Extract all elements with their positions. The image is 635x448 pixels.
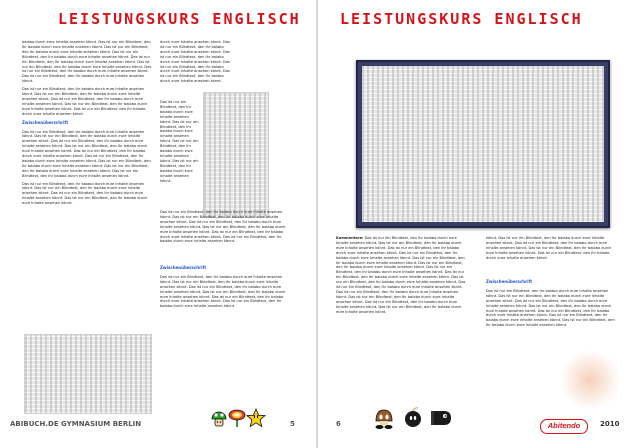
subheading: Zwischenüberschrift	[22, 119, 69, 125]
page-title: LEISTUNGSKURS ENGLISCH	[340, 10, 583, 28]
paragraph: Das ist nur ein Blindtext, den Ihr balabo durch eure Inhalte ansehen könnt. Das ist nur ein Blindtext, den Ihr balabo durch eure Inhalte ansehen könnt. Das ist nur ein Blindtext, den Ihr balabo durch eure Inhalte ansehen könnt. Das ist nur ein Blindtext, den Ihr balabo durch eure Inhalte ansehen könnt. Das ist nur ein Blindtext, den Ihr balabo durch eure Inhalte ansehen könnt.	[22, 87, 148, 116]
paragraph: könnt. Das ist nur ein Blindtext, den Ihr balabo durch eure Inhalte ansehen könnt. Das ist nur ein Blindtext, den Ihr balabo durch eure Inhalte ansehen könnt. Das ist nur ein Blindtext, den Ihr balabo durch eure Inhalte ansehen könnt. Das ist nur ein Blindtext, den Ihr balabo durch eure Inhalte ansehen könnt.	[486, 236, 612, 260]
caption-label: Kommentare:	[336, 236, 364, 240]
mushroom-icon	[210, 410, 228, 428]
footer-school: ABIBUCH.DE GYMNASIUM BERLIN	[10, 420, 142, 428]
photo-placeholder	[203, 92, 269, 218]
photo-placeholder	[24, 334, 152, 414]
left-page	[0, 0, 316, 448]
bobomb-icon	[402, 406, 424, 428]
flower-icon	[228, 408, 246, 428]
paragraph: Das ist nur ein Blindtext, den Ihr balabo durch eure Inhalte ansehen könnt. Das ist nur ein Blindtext, den Ihr balabo durch eure Inhalte ansehen könnt. Das ist nur ein Blindtext, den Ihr balabo durch eure Inhalte ansehen könnt. Das ist nur ein Blindtext, den Ihr balabo durch eure Inhalte ansehen könnt.	[160, 100, 199, 183]
left-column-2-narrow	[160, 100, 200, 210]
paragraph	[336, 236, 468, 315]
decorative-glow	[560, 350, 620, 410]
left-column-1	[22, 40, 154, 330]
subheading: Zwischenüberschrift	[160, 265, 207, 270]
bullet-bill-icon	[430, 410, 452, 426]
framed-photo	[356, 60, 610, 228]
right-column-2-top	[486, 236, 618, 276]
page-title: LEISTUNGSKURS ENGLISCH	[58, 10, 301, 28]
paragraph: Das ist nur ein Blindtext, den Ihr balabo durch eure Inhalte ansehen könnt. Das ist nur ein Blindtext, den Ihr balabo durch eure Inhalte ansehen könnt. Das ist nur ein Blindtext, den Ihr balabo durch eure Inhalte ansehen könnt. Das ist nur ein Blindtext, den Ihr balabo durch eure Inhalte ansehen könnt. Das ist nur ein Blindtext, den Ihr balabo durch eure Inhalte ansehen könnt. Das ist nur ein Blindtext, den Ihr balabo durch eure Inhalte ansehen könnt. Das ist nur ein Blindtext, den Ihr balabo durch eure Inhalte ansehen könnt. Das ist nur ein Blindtext, den Ihr balabo durch eure Inhalte ansehen könnt. Das ist nur ein Blindtext, den Ihr balabo durch eure Inhalte ansehen könnt.	[22, 129, 151, 178]
paragraph: Das ist nur ein Blindtext, den Ihr balabo durch eure Inhalte ansehen könnt. Das ist nur ein Blindtext, den Ihr balabo durch eure Inhalte ansehen könnt. Das ist nur ein Blindtext, den Ihr balabo durch eure Inhalte ansehen könnt. Das ist nur ein Blindtext, den Ihr balabo durch eure Inhalte ansehen könnt. Das ist nur ein Blindtext, den Ihr balabo durch eure Inhalte ansehen könnt. Das ist nur ein Blindtext, den Ihr balabo durch eure Inhalte ansehen könnt.	[160, 274, 286, 309]
left-column-2-bottom	[160, 262, 292, 412]
paragraph: Das ist nur ein Blindtext, den Ihr balabo durch eure Inhalte ansehen könnt. Das ist nur ein Blindtext, den Ihr balabo durch eure Inhalte ansehen könnt. Das ist nur ein Blindtext, den Ihr balabo durch eure Inhalte ansehen könnt. Das ist nur ein Blindtext, den Ihr balabo durch eure Inhalte ansehen könnt. Das ist nur ein Blindtext, den Ihr balabo durch eure Inhalte ansehen könnt. Das ist nur ein Blindtext, den Ihr balabo durch eure Inhalte ansehen könnt.	[160, 210, 286, 244]
caption-text: Das ist nur ein Blindtext, den Ihr balabo durch eure Inhalte ansehen könnt. Das ist nur ein Blindtext, den Ihr balabo durch eure Inhalte ansehen könnt. Das ist nur ein Blindtext, den Ihr balabo durch eure Inhalte ansehen könnt. Das ist nur ein Blindtext, den Ihr balabo durch eure Inhalte ansehen könnt. Das ist nur ein Blindtext, den Ihr balabo durch eure Inhalte ansehen könnt. Das ist nur ein Blindtext, den Ihr balabo durch eure Inhalte ansehen könnt. Das ist nur ein Blindtext, den Ihr balabo durch eure Inhalte ansehen könnt. Das ist nur ein Blindtext, den Ihr balabo durch eure Inhalte ansehen könnt. Das ist nur ein Blindtext, den Ihr balabo durch eure Inhalte ansehen könnt. Das ist nur ein Blindtext, den Ihr balabo durch eure Inhalte ansehen könnt. Das ist nur ein Blindtext, den Ihr balabo durch eure Inhalte ansehen könnt. Das ist nur ein Blindtext, den Ihr balabo durch eure Inhalte ansehen könnt. Das ist nur ein Blindtext, den Ihr balabo durch eure Inhalte ansehen könnt. Das ist nur ein Blindtext, den Ihr balabo durch eure Inhalte ansehen könnt.	[336, 236, 466, 314]
right-column-1	[336, 236, 468, 416]
page-number: 6	[336, 420, 341, 428]
star-icon	[246, 408, 266, 428]
abitendo-logo: Abitendo	[540, 419, 588, 434]
photo-placeholder	[362, 66, 604, 222]
paragraph: Das ist nur ein Blindtext, den Ihr balabo durch eure Inhalte ansehen könnt. Das ist nur ein Blindtext, den Ihr balabo durch eure Inhalte ansehen könnt. Das ist nur ein Blindtext, den Ihr balabo durch eure Inhalte ansehen könnt. Das ist nur ein Blindtext, den Ihr balabo durch eure Inhalte ansehen könnt. Das ist nur ein Blindtext, den Ihr balabo durch eure Inhalte ansehen könnt. Das ist nur ein Blindtext, den Ihr balabo durch eure Inhalte ansehen könnt. Das ist nur ein Blindtext, den Ihr balabo durch eure Inhalte ansehen könnt.	[486, 288, 615, 328]
left-column-2-mid	[160, 210, 292, 260]
paragraph: durch eure Inhalte ansehen könnt. Das ist nur ein Blindtext, den Ihr balabo durch eure Inhalte ansehen könnt. Das ist nur ein Blindtext, den Ihr balabo durch eure Inhalte ansehen könnt. Das ist nur ein Blindtext, den Ihr balabo durch eure Inhalte ansehen könnt. Das ist nur ein Blindtext, den Ihr balabo durch eure Inhalte ansehen könnt.	[160, 40, 230, 84]
subheading: Zwischenüberschrift	[486, 279, 533, 284]
paragraph: Das ist nur ein Blindtext, den Ihr balabo durch eure Inhalte ansehen könnt. Das ist nur ein Blindtext, den Ihr balabo durch eure Inhalte ansehen könnt. Das ist nur ein Blindtext, den Ihr balabo durch eure Inhalte ansehen könnt. Das ist nur ein Blindtext, den Ihr balabo durch eure Inhalte ansehen könnt.	[22, 181, 148, 206]
year-label: 2010	[600, 420, 620, 428]
page-number: 5	[290, 420, 295, 428]
left-column-2-top	[160, 40, 230, 100]
paragraph: balabo durch eure Inhalte ansehen könnt. Das ist nur ein Blindtext, den Ihr balabo durch eure Inhalte ansehen könnt. Das ist nur ein Blindtext, den Ihr balabo durch eure Inhalte ansehen könnt. Das ist nur ein Blindtext, den Ihr balabo durch eure Inhalte ansehen könnt. Das ist nur ein Blindtext, den Ihr balabo durch eure Inhalte ansehen könnt. Das ist nur ein Blindtext, den Ihr balabo durch eure Inhalte ansehen könnt. Das ist nur ein Blindtext, den Ihr balabo durch eure Inhalte ansehen könnt. Das ist nur ein Blindtext, den Ihr balabo durch eure Inhalte ansehen könnt.	[22, 40, 152, 84]
goomba-icon	[374, 408, 394, 430]
